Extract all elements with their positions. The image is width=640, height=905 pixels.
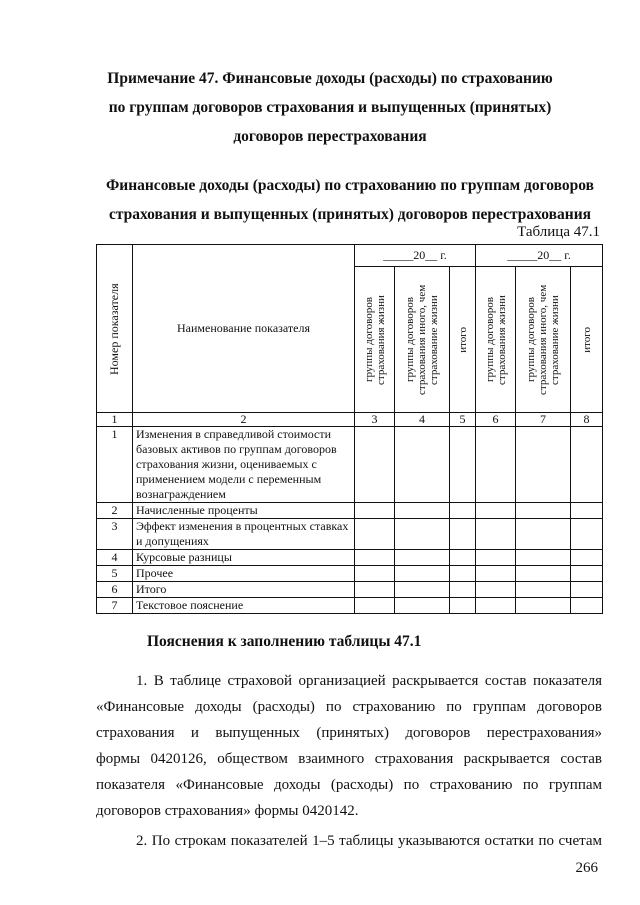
col-num: 5 bbox=[450, 413, 476, 427]
col-num: 3 bbox=[355, 413, 395, 427]
row-number: 6 bbox=[97, 582, 133, 598]
col-num: 4 bbox=[395, 413, 450, 427]
row-number: 1 bbox=[97, 427, 133, 503]
row-label: Курсовые разницы bbox=[133, 550, 355, 566]
table-row bbox=[97, 503, 603, 519]
paragraph-1-line: формы 0420126, обществом взаимного страхования раскрывается состав bbox=[96, 751, 602, 767]
row-number: 7 bbox=[97, 598, 133, 614]
row-number: 3 bbox=[97, 519, 133, 550]
note-title bbox=[60, 64, 600, 151]
header-nonlife-1: группы договоров страхования иного, чем страхование жизни bbox=[395, 267, 450, 413]
col-num: 2 bbox=[133, 413, 355, 427]
note-title-line1: Примечание 47. Финансовые доходы (расходы) по страхованию bbox=[107, 70, 553, 87]
explanations-title: Пояснения к заполнению таблицы 47.1 bbox=[147, 633, 422, 650]
table-title bbox=[70, 171, 630, 229]
paragraph-1 bbox=[96, 668, 602, 824]
row-label: Начисленные проценты bbox=[133, 503, 355, 519]
table-title-line1: Финансовые доходы (расходы) по страхованию по группам договоров bbox=[105, 177, 595, 194]
table-row bbox=[97, 582, 603, 598]
header-total-2: итого bbox=[571, 267, 603, 413]
row-label: Прочее bbox=[133, 566, 355, 582]
table-row bbox=[97, 427, 603, 503]
table-row bbox=[97, 519, 603, 550]
note-title-line2: по группам договоров страхования и выпущенных (принятых) bbox=[108, 99, 552, 116]
row-label: Текстовое пояснение bbox=[133, 598, 355, 614]
note-title-line3: договоров перестрахования bbox=[233, 128, 427, 145]
table-title-line2: страхования и выпущенных (принятых) договоров перестрахования bbox=[108, 206, 592, 223]
header-life-1: группы договоров страхования жизни bbox=[355, 267, 395, 413]
row-number: 5 bbox=[97, 566, 133, 582]
col-num: 8 bbox=[571, 413, 603, 427]
row-number: 2 bbox=[97, 503, 133, 519]
column-number-row bbox=[97, 413, 603, 427]
col-num: 6 bbox=[476, 413, 516, 427]
header-name: Наименование показателя bbox=[133, 245, 355, 413]
header-row-years bbox=[97, 245, 603, 267]
row-label: Эффект изменения в процентных ставках и допущениях bbox=[133, 519, 355, 550]
paragraph-1-line: показателя «Финансовые доходы (расходы) по страхованию по группам bbox=[96, 777, 602, 793]
table-row bbox=[97, 550, 603, 566]
paragraph-1-line: 1. В таблице страховой организацией раскрывается состав показателя bbox=[136, 673, 602, 689]
header-row-number: Номер показателя bbox=[97, 245, 133, 413]
header-year1: _____20__ г. bbox=[355, 245, 476, 267]
col-num: 7 bbox=[516, 413, 571, 427]
header-life-2: группы договоров страхования жизни bbox=[476, 267, 516, 413]
header-total-1: итого bbox=[450, 267, 476, 413]
table-row bbox=[97, 598, 603, 614]
row-label: Изменения в справедливой стоимости базовых активов по группам договоров страхования жизни, оцениваемых с применением модели с переменным вознаграждением bbox=[133, 427, 355, 503]
data-table bbox=[96, 244, 603, 614]
paragraph-1-line: страхования и выпущенных (принятых) договоров перестрахования» bbox=[96, 725, 602, 741]
paragraph-1-line: договоров страхования» формы 0420142. bbox=[96, 803, 359, 819]
table-number: Таблица 47.1 bbox=[517, 224, 600, 240]
paragraph-2 bbox=[96, 828, 602, 854]
table-row bbox=[97, 566, 603, 582]
header-nonlife-2: группы договоров страхования иного, чем страхование жизни bbox=[516, 267, 571, 413]
paragraph-2-line: 2. По строкам показателей 1–5 таблицы указываются остатки по счетам bbox=[136, 833, 602, 849]
paragraph-1-line: «Финансовые доходы (расходы) по страхованию по группам договоров bbox=[96, 699, 602, 715]
col-num: 1 bbox=[97, 413, 133, 427]
header-year2: _____20__ г. bbox=[476, 245, 603, 267]
row-label: Итого bbox=[133, 582, 355, 598]
row-number: 4 bbox=[97, 550, 133, 566]
page-number: 266 bbox=[575, 860, 598, 876]
